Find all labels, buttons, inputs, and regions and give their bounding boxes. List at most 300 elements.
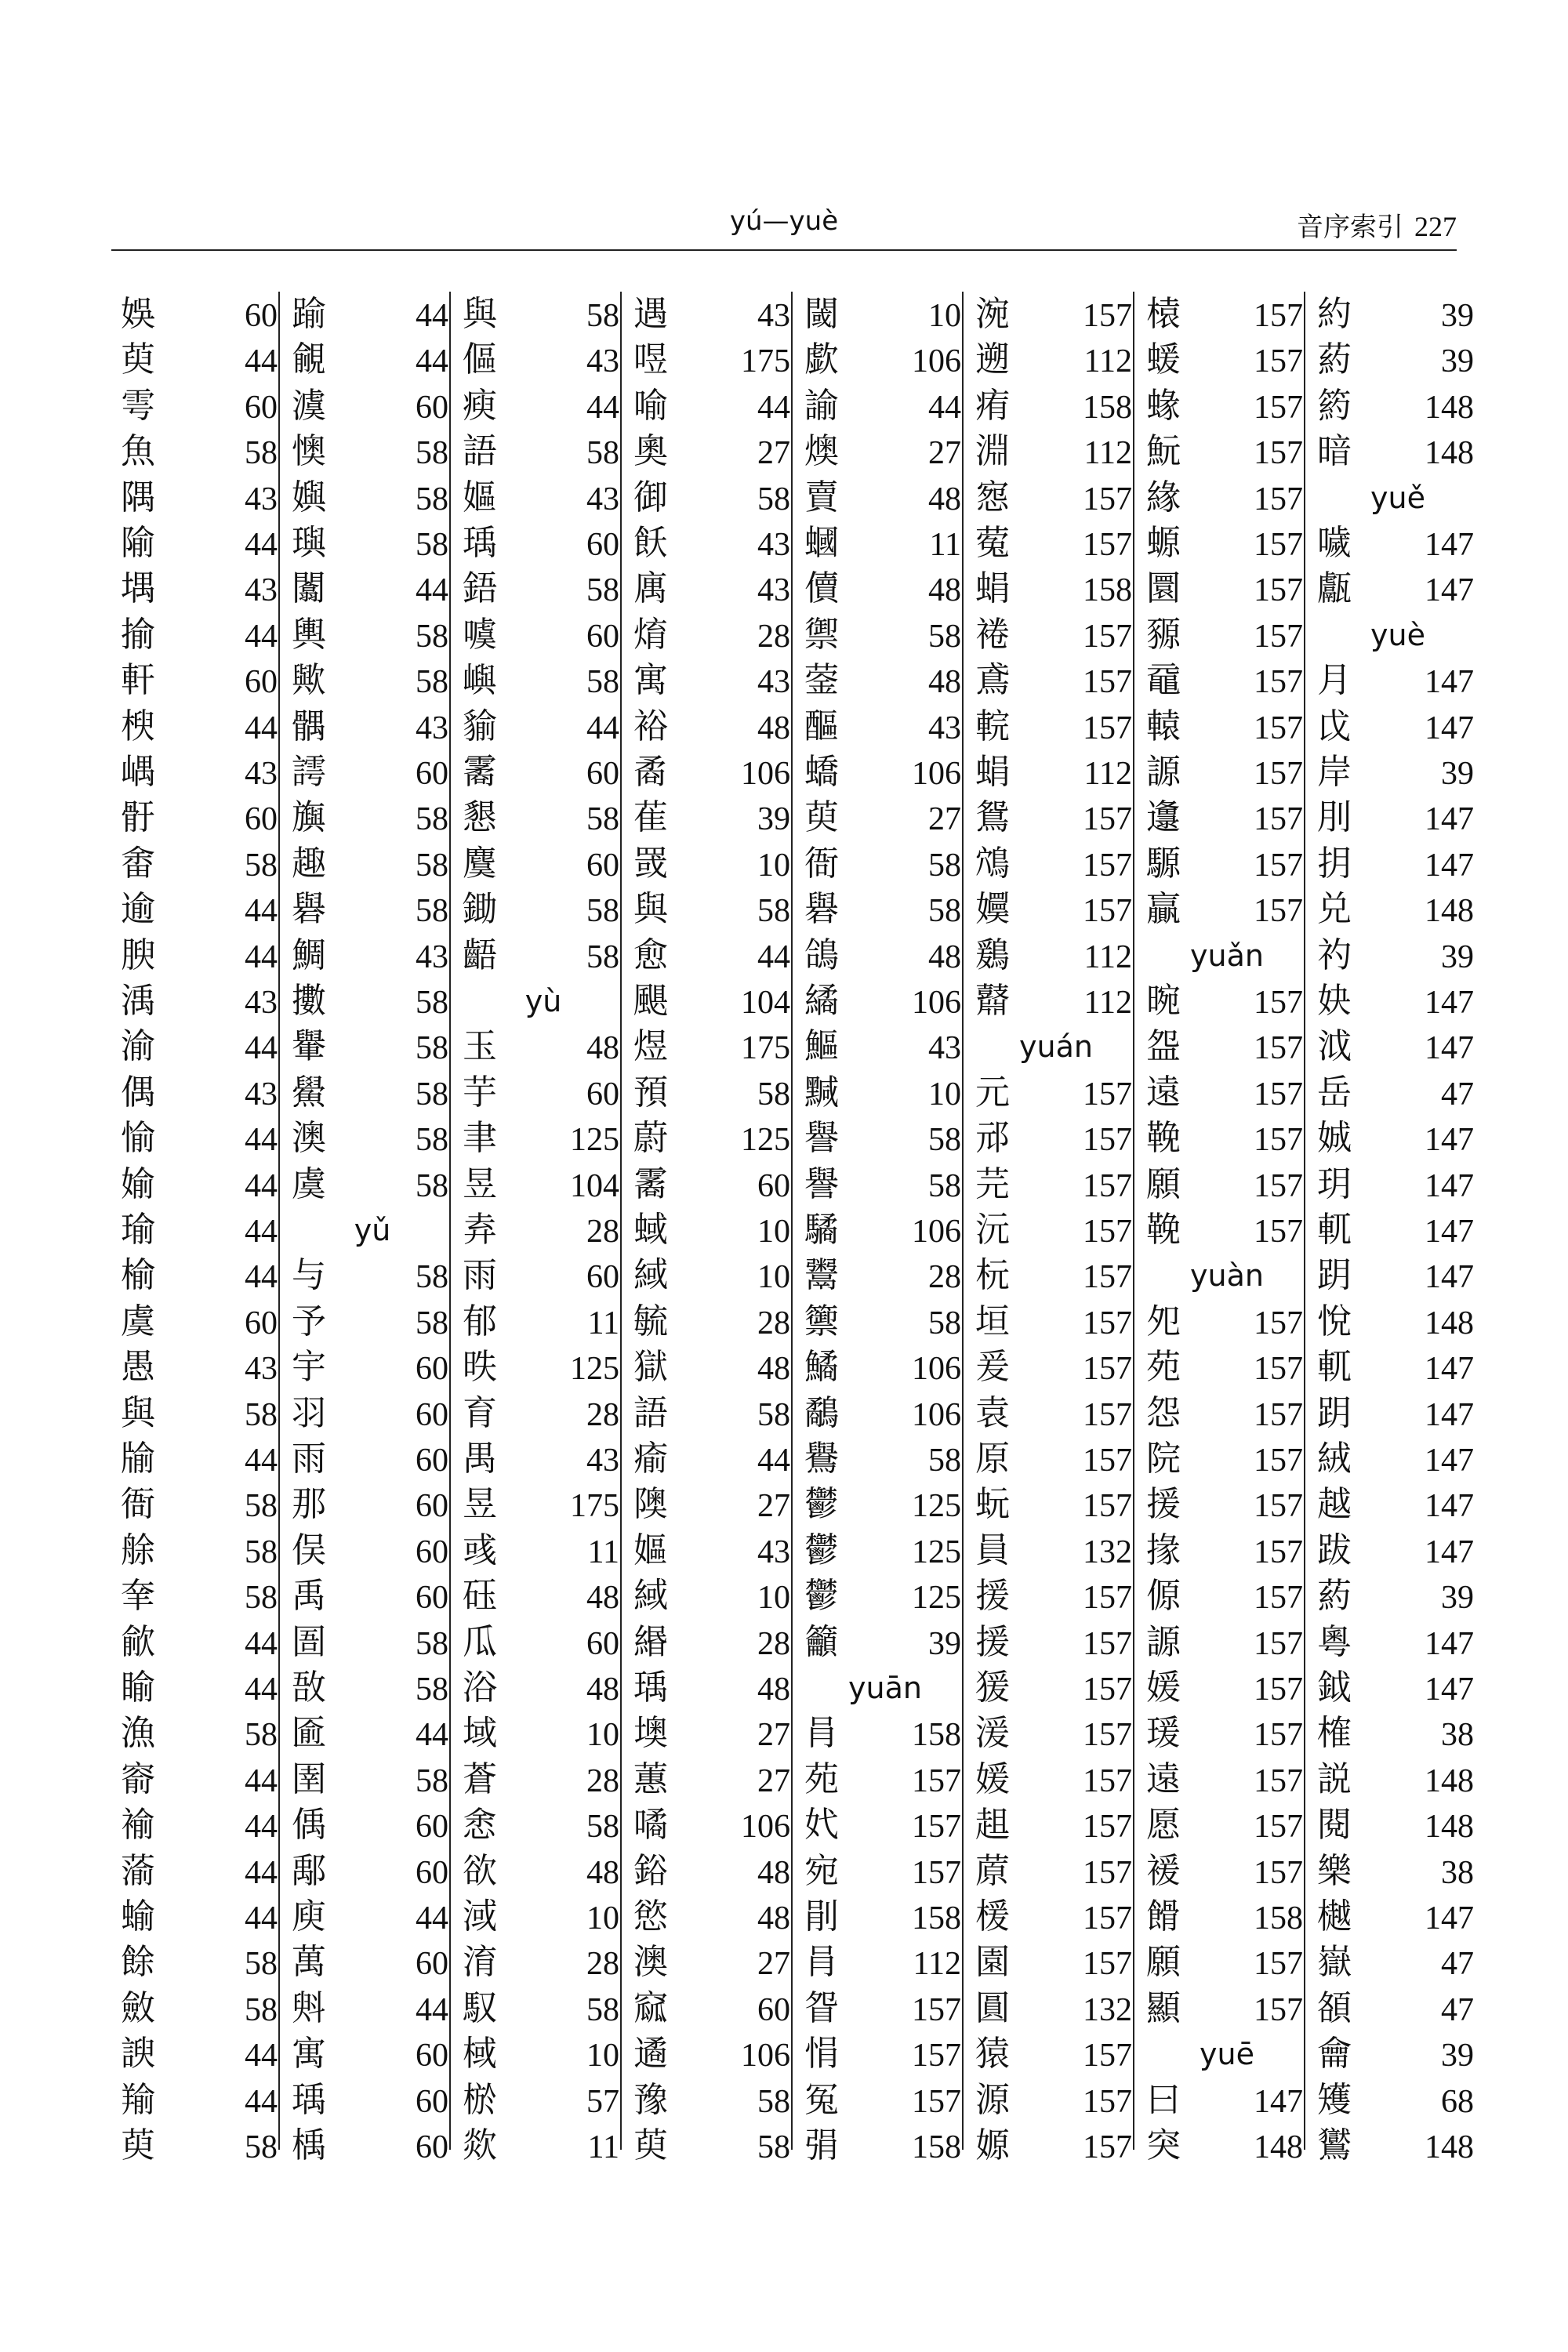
entry-page-number: 58	[245, 1992, 278, 2028]
index-entry	[972, 429, 1140, 474]
index-entry	[801, 292, 969, 337]
entry-character: 懊	[292, 431, 326, 471]
entry-character: 痏	[975, 386, 1010, 426]
index-entry	[630, 887, 798, 932]
entry-character: 嵎	[121, 752, 155, 792]
entry-page-number: 44	[416, 1900, 448, 1936]
entry-page-number: 58	[586, 1992, 619, 2028]
entry-page-number: 147	[1425, 985, 1474, 1021]
index-column	[630, 292, 803, 2173]
entry-page-number: 148	[1425, 1763, 1474, 1799]
index-entry	[459, 1070, 627, 1116]
entry-page-number: 175	[570, 1488, 619, 1524]
entry-page-number: 43	[586, 481, 619, 517]
entry-page-number: 157	[1083, 848, 1132, 884]
entry-character: 燠	[804, 431, 839, 471]
entry-page-number: 10	[928, 1076, 961, 1112]
index-entry	[1143, 841, 1311, 887]
entry-character: 贏	[1146, 889, 1181, 929]
index-entry	[972, 1802, 1140, 1848]
entry-character: 逾	[121, 889, 155, 929]
entry-page-number: 175	[741, 343, 790, 379]
entry-character: 覦	[292, 339, 326, 379]
entry-page-number: 157	[912, 2038, 961, 2074]
index-entry	[118, 1162, 285, 1207]
entry-page-number: 106	[741, 1809, 790, 1845]
pinyin-heading: yù	[524, 984, 562, 1018]
entry-character: 月	[1317, 660, 1352, 700]
entry-page-number: 43	[928, 710, 961, 746]
entry-page-number: 60	[416, 1946, 448, 1982]
entry-character: 蜎	[975, 568, 1010, 608]
entry-character: 羍	[121, 1576, 155, 1616]
index-entry	[1314, 978, 1482, 1024]
entry-character: 鷸	[804, 1393, 839, 1433]
index-entry	[801, 475, 969, 521]
entry-page-number: 44	[245, 1671, 278, 1708]
entry-character: 俣	[292, 1530, 326, 1570]
entry-page-number: 147	[1254, 2084, 1303, 2120]
index-entry	[289, 1802, 456, 1848]
entry-page-number: 44	[245, 710, 278, 746]
index-entry	[459, 1299, 627, 1345]
index-entry	[1314, 1986, 1482, 2031]
entry-character: 悆	[463, 1805, 497, 1845]
entry-character: 黿	[1146, 660, 1181, 700]
entry-page-number: 60	[416, 1443, 448, 1479]
entry-page-number: 125	[912, 1534, 961, 1570]
index-entry	[1143, 887, 1311, 932]
entry-character: 涴	[975, 294, 1010, 334]
index-entry	[459, 1162, 627, 1207]
index-entry	[289, 1940, 456, 1985]
entry-page-number: 157	[1254, 1443, 1303, 1479]
index-entry	[1314, 1207, 1482, 1253]
entry-character: 堣	[121, 568, 155, 608]
entry-page-number: 58	[928, 1305, 961, 1341]
entry-page-number: 58	[416, 848, 448, 884]
index-entry	[118, 933, 285, 978]
entry-character: 鞔	[1146, 1118, 1181, 1158]
entry-page-number: 60	[416, 1397, 448, 1433]
entry-page-number: 44	[245, 893, 278, 929]
entry-page-number: 125	[912, 1488, 961, 1524]
entry-page-number: 125	[570, 1351, 619, 1387]
index-entry	[459, 1940, 627, 1985]
index-entry	[289, 841, 456, 887]
entry-page-number: 147	[1425, 1488, 1474, 1524]
entry-character: 欻	[463, 2125, 497, 2165]
entry-page-number: 147	[1425, 1351, 1474, 1387]
entry-character: 踰	[292, 294, 326, 334]
entry-character: 遡	[975, 339, 1010, 379]
entry-character: 垣	[975, 1301, 1010, 1341]
entry-page-number: 27	[928, 435, 961, 471]
entry-character: 偶	[121, 1073, 155, 1112]
entry-page-number: 157	[1083, 2129, 1132, 2165]
entry-character: 軏	[1317, 1210, 1352, 1250]
entry-character: 隃	[121, 523, 155, 563]
entry-page-number: 60	[416, 756, 448, 792]
entry-character: 褑	[1146, 1851, 1181, 1891]
entry-character: 歟	[292, 660, 326, 700]
entry-page-number: 58	[245, 1717, 278, 1753]
index-entry	[801, 1116, 969, 1161]
index-entry	[289, 566, 456, 612]
entry-character: 羽	[292, 1393, 326, 1433]
index-entry	[1143, 1849, 1311, 1894]
entry-page-number: 10	[586, 1717, 619, 1753]
entry-character: 鴪	[975, 844, 1010, 884]
entry-page-number: 60	[416, 2038, 448, 2074]
entry-character: 骬	[121, 797, 155, 837]
index-entry	[118, 292, 285, 337]
entry-character: 鶢	[975, 935, 1010, 975]
index-entry	[1143, 704, 1311, 750]
entry-character: 約	[1317, 294, 1352, 334]
index-entry	[289, 1620, 456, 1665]
index-entry	[459, 1802, 627, 1848]
index-entry	[972, 1482, 1140, 1527]
index-entry	[289, 337, 456, 383]
entry-page-number: 157	[1083, 298, 1132, 334]
entry-page-number: 147	[1425, 1443, 1474, 1479]
index-entry	[1314, 1391, 1482, 1436]
entry-page-number: 106	[912, 985, 961, 1021]
entry-page-number: 60	[757, 1168, 790, 1204]
entry-character: 嬽	[975, 889, 1010, 929]
entry-page-number: 43	[245, 572, 278, 608]
index-entry	[1314, 1299, 1482, 1345]
entry-character: 輿	[292, 615, 326, 655]
entry-page-number: 157	[912, 1763, 961, 1799]
index-entry	[1314, 383, 1482, 429]
entry-character: 榆	[121, 1255, 155, 1295]
entry-character: 悁	[804, 2034, 839, 2074]
index-entry	[1314, 1849, 1482, 1894]
entry-character: 蕙	[633, 1759, 668, 1799]
entry-page-number: 27	[757, 1488, 790, 1524]
entry-page-number: 157	[1254, 848, 1303, 884]
entry-character: 樂	[1317, 1851, 1352, 1891]
index-entry	[1314, 704, 1482, 750]
index-entry	[630, 1528, 798, 1573]
entry-character: 鬱	[804, 1484, 839, 1524]
entry-character: 昳	[463, 1347, 497, 1387]
entry-page-number: 106	[912, 1214, 961, 1250]
index-entry	[1143, 1070, 1311, 1116]
entry-character: 㚤	[804, 1805, 839, 1845]
entry-page-number: 157	[1083, 1488, 1132, 1524]
entry-character: 餶	[1146, 1896, 1181, 1936]
index-entry	[289, 383, 456, 429]
entry-page-number: 58	[416, 1168, 448, 1204]
index-entry	[801, 566, 969, 612]
entry-character: 甗	[1317, 568, 1352, 608]
entry-character: 嶼	[463, 660, 497, 700]
entry-character: 遠	[1146, 1759, 1181, 1799]
entry-page-number: 27	[757, 435, 790, 471]
entry-character: 浴	[463, 1668, 497, 1708]
entry-page-number: 147	[1425, 848, 1474, 884]
index-entry	[972, 1116, 1140, 1161]
entry-page-number: 60	[757, 1992, 790, 2028]
index-entry	[801, 704, 969, 750]
entry-character: 語	[463, 431, 497, 471]
entry-character: 衙	[804, 844, 839, 884]
index-entry	[972, 1253, 1140, 1298]
index-entry	[459, 1391, 627, 1436]
entry-character: 園	[975, 1942, 1010, 1982]
index-entry	[630, 1299, 798, 1345]
entry-character: 礜	[292, 889, 326, 929]
entry-page-number: 157	[1083, 1763, 1132, 1799]
entry-character: 與	[633, 889, 668, 929]
entry-page-number: 44	[245, 1626, 278, 1662]
entry-character: 瑗	[1146, 1713, 1181, 1753]
entry-page-number: 147	[1425, 1259, 1474, 1295]
entry-character: 跋	[1317, 1530, 1352, 1570]
index-entry	[289, 704, 456, 750]
entry-character: 褕	[121, 1805, 155, 1845]
entry-character: 匬	[292, 1713, 326, 1753]
entry-page-number: 58	[245, 848, 278, 884]
index-entry	[459, 1849, 627, 1894]
entry-character: 媛	[1146, 1668, 1181, 1708]
index-entry	[801, 1253, 969, 1298]
index-entry	[289, 1299, 456, 1345]
entry-character: 棜	[463, 2080, 497, 2120]
index-entry	[801, 841, 969, 887]
entry-page-number: 58	[416, 1763, 448, 1799]
entry-character: 鴿	[804, 935, 839, 975]
entry-character: 葯	[1317, 339, 1352, 379]
entry-character: 喻	[633, 386, 668, 426]
entry-page-number: 157	[1254, 1076, 1303, 1112]
entry-character: 粵	[1317, 1622, 1352, 1662]
entry-character: 庽	[633, 568, 668, 608]
entry-character: 育	[463, 1393, 497, 1433]
entry-page-number: 39	[1441, 2038, 1474, 2074]
entry-page-number: 157	[1083, 2084, 1132, 2120]
index-entry	[289, 1665, 456, 1711]
entry-page-number: 43	[245, 481, 278, 517]
index-entry	[630, 1665, 798, 1711]
entry-page-number: 44	[245, 343, 278, 379]
entry-character: 肙	[804, 1942, 839, 1982]
index-entry	[118, 1757, 285, 1802]
index-entry	[459, 1573, 627, 1619]
entry-character: 禺	[463, 1439, 497, 1479]
index-entry	[289, 1391, 456, 1436]
entry-page-number: 58	[416, 801, 448, 837]
entry-character: 禹	[292, 1576, 326, 1616]
entry-character: 霱	[463, 752, 497, 792]
index-entry	[630, 292, 798, 337]
index-entry	[1143, 1940, 1311, 1985]
entry-page-number: 147	[1425, 801, 1474, 837]
entry-character: 元	[975, 1073, 1010, 1112]
entry-character: 礜	[804, 889, 839, 929]
index-entry	[630, 1162, 798, 1207]
entry-page-number: 158	[1083, 390, 1132, 426]
entry-page-number: 157	[1083, 481, 1132, 517]
entry-page-number: 58	[416, 1305, 448, 1341]
entry-character: 龠	[1317, 2034, 1352, 2074]
index-entry	[459, 2031, 627, 2077]
entry-page-number: 58	[757, 893, 790, 929]
entry-page-number: 157	[1083, 1900, 1132, 1936]
entry-character: 妜	[1317, 981, 1352, 1021]
entry-character: 緎	[633, 1255, 668, 1295]
entry-character: 驈	[804, 1210, 839, 1250]
index-entry	[630, 1573, 798, 1619]
entry-page-number: 28	[757, 1305, 790, 1341]
entry-character: 岸	[1317, 752, 1352, 792]
index-entry	[1314, 429, 1482, 474]
entry-character: 斂	[121, 1988, 155, 2028]
entry-page-number: 125	[741, 1122, 790, 1158]
entry-character: 預	[633, 1073, 668, 1112]
entry-character: 閾	[804, 294, 839, 334]
entry-character: 擻	[292, 981, 326, 1021]
index-entry	[118, 1345, 285, 1390]
entry-page-number: 157	[1083, 1397, 1132, 1433]
entry-page-number: 157	[1254, 985, 1303, 1021]
index-entry	[630, 1391, 798, 1436]
entry-page-number: 43	[586, 343, 619, 379]
entry-character: 揄	[121, 615, 155, 655]
index-entry	[289, 612, 456, 658]
index-entry	[801, 658, 969, 703]
index-entry	[1143, 1436, 1311, 1482]
entry-page-number: 44	[757, 1443, 790, 1479]
entry-page-number: 147	[1425, 1030, 1474, 1066]
index-entry	[118, 475, 285, 521]
entry-character: 兑	[1317, 889, 1352, 929]
index-entry	[289, 292, 456, 337]
index-entry	[630, 704, 798, 750]
entry-page-number: 147	[1425, 1626, 1474, 1662]
entry-page-number: 157	[912, 1809, 961, 1845]
entry-page-number: 148	[1425, 435, 1474, 471]
index-entry	[289, 2123, 456, 2169]
entry-page-number: 147	[1425, 1397, 1474, 1433]
entry-page-number: 48	[586, 1671, 619, 1708]
index-entry	[801, 2031, 969, 2077]
entry-character: 晼	[1146, 981, 1181, 1021]
index-entry	[630, 1253, 798, 1298]
entry-character: 邧	[975, 1118, 1010, 1158]
index-entry	[118, 750, 285, 795]
entry-page-number: 147	[1425, 1168, 1474, 1204]
entry-character: 院	[1146, 1439, 1181, 1479]
entry-page-number: 158	[1254, 1900, 1303, 1936]
index-entry	[1143, 1482, 1311, 1527]
index-entry	[972, 566, 1140, 612]
entry-page-number: 157	[1254, 1488, 1303, 1524]
entry-character: 抈	[1317, 844, 1352, 884]
index-entry	[630, 521, 798, 566]
header-rule	[111, 249, 1457, 251]
entry-page-number: 157	[1083, 1809, 1132, 1845]
index-entry	[801, 1757, 969, 1802]
entry-character: 宛	[804, 1851, 839, 1891]
entry-character: 蒼	[463, 1759, 497, 1799]
entry-page-number: 44	[416, 1717, 448, 1753]
entry-page-number: 157	[1254, 1305, 1303, 1341]
entry-page-number: 157	[1254, 1397, 1303, 1433]
entry-page-number: 106	[912, 1397, 961, 1433]
entry-character: 娍	[1317, 1118, 1352, 1158]
index-entry	[118, 978, 285, 1024]
index-entry	[459, 1986, 627, 2031]
entry-character: 牏	[121, 1439, 155, 1479]
index-entry	[972, 475, 1140, 521]
index-entry	[972, 1528, 1140, 1573]
entry-page-number: 157	[1083, 1076, 1132, 1112]
entry-page-number: 60	[586, 756, 619, 792]
entry-page-number: 58	[928, 893, 961, 929]
entry-page-number: 157	[1083, 1626, 1132, 1662]
entry-character: 域	[463, 1713, 497, 1753]
index-entry	[459, 1528, 627, 1573]
index-column	[1143, 292, 1316, 2173]
entry-character: 淯	[463, 1942, 497, 1982]
entry-character: 砡	[463, 1576, 497, 1616]
index-entry	[289, 2078, 456, 2123]
entry-character: 跀	[1317, 1255, 1352, 1295]
index-entry	[972, 1986, 1140, 2031]
index-entry	[1143, 1757, 1311, 1802]
index-entry	[1314, 1665, 1482, 1711]
entry-character: 萸	[121, 2125, 155, 2165]
entry-page-number: 39	[757, 801, 790, 837]
entry-character: 渪	[121, 981, 155, 1021]
entry-character: 源	[975, 2080, 1010, 2120]
index-entry	[630, 1711, 798, 1756]
entry-character: 玥	[1317, 1164, 1352, 1204]
entry-page-number: 157	[1083, 2038, 1132, 2074]
entry-page-number: 58	[586, 435, 619, 471]
entry-character: 萬	[292, 1942, 326, 1982]
entry-character: 爰	[975, 1347, 1010, 1387]
entry-character: 醧	[804, 706, 839, 746]
entry-character: 鬱	[804, 1530, 839, 1570]
index-column	[289, 292, 461, 2173]
entry-character: 麌	[463, 844, 497, 884]
index-entry	[801, 429, 969, 474]
entry-character: 軏	[1317, 1347, 1352, 1387]
entry-character: 隅	[121, 477, 155, 517]
index-entry	[459, 1345, 627, 1390]
entry-character: 歈	[121, 1622, 155, 1662]
entry-character: 弲	[804, 2125, 839, 2165]
entry-character: 緣	[1146, 477, 1181, 517]
pinyin-heading: yuān	[848, 1671, 922, 1705]
entry-page-number: 10	[757, 1259, 790, 1295]
entry-character: 援	[975, 1622, 1010, 1662]
entry-page-number: 68	[1441, 2084, 1474, 2120]
entry-page-number: 147	[1425, 1214, 1474, 1250]
index-entry	[118, 566, 285, 612]
entry-character: 蓥	[804, 660, 839, 700]
entry-character: 寓	[292, 2034, 326, 2074]
entry-page-number: 43	[757, 527, 790, 563]
index-entry	[801, 1482, 969, 1527]
index-entry	[459, 521, 627, 566]
index-entry	[459, 1894, 627, 1940]
